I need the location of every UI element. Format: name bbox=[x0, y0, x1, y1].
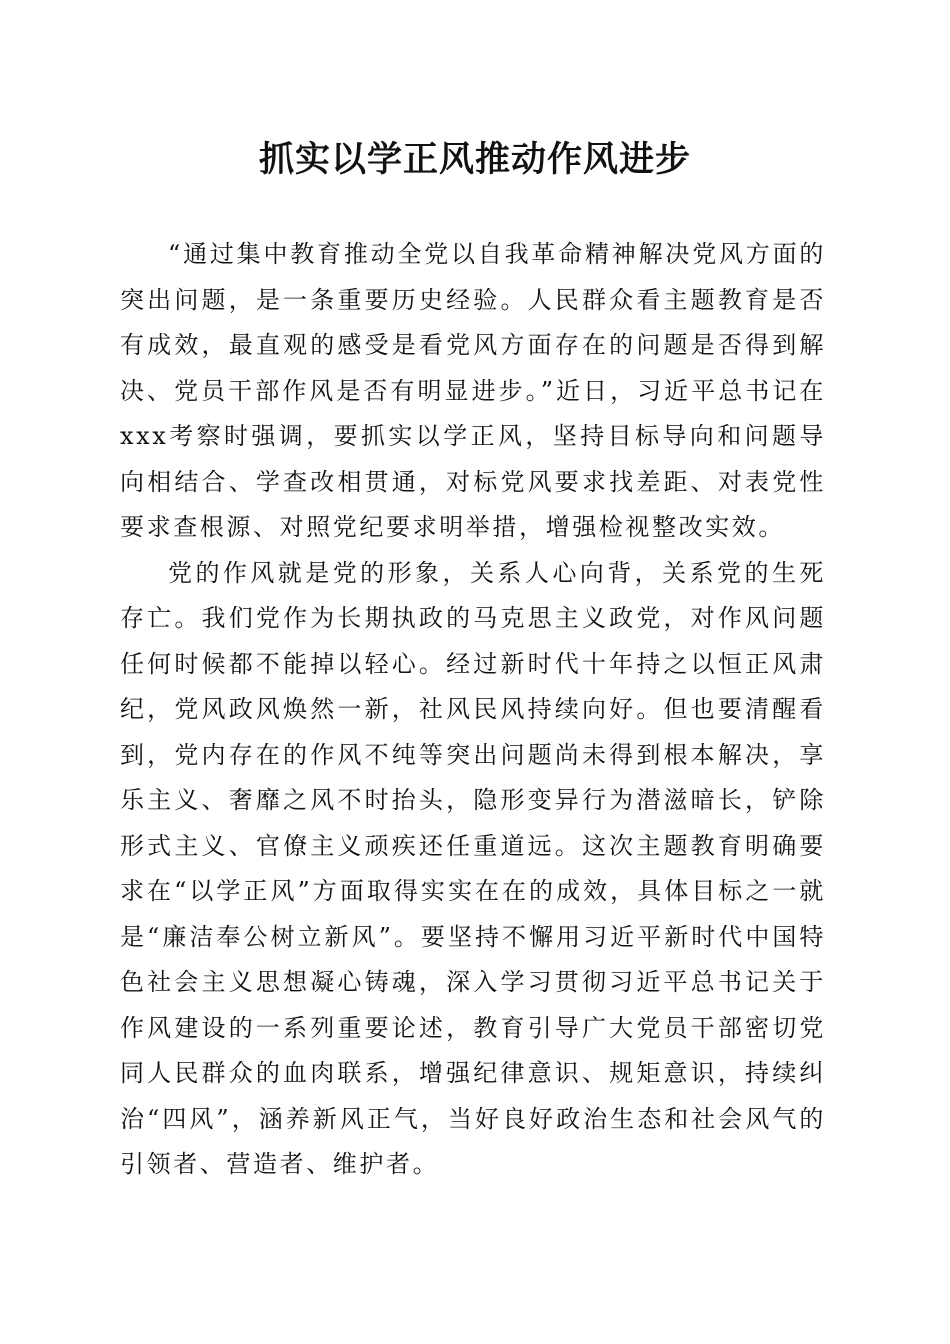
document-title: 抓实以学正风推动作风进步 bbox=[258, 139, 691, 180]
document-body bbox=[120, 232, 826, 1188]
paragraph-2: 党的作风就是党的形象，关系人心向背，关系党的生死存亡。我们党作为长期执政的马克思主义政党，对作风问题任何时候都不能掉以轻心。经过新时代十年持之以恒正风肃纪，党风政风焕然一新，社风民风持续向好。但也要清醒看到，党内存在的作风不纯等突出问题尚未得到根本解决，享乐主义、奢靡之风不时抬头，隐形变异行为潜滋暗长，铲除形式主义、官僚主义顽疾还任重道远。这次主题教育明确要求在“以学正风”方面取得实实在在的成效，具体目标之一就是“廉洁奉公树立新风”。要坚持不懈用习近平新时代中国特色社会主义思想凝心铸魂，深入学习贯彻习近平总书记关于作风建设的一系列重要论述，教育引导广大党员干部密切党同人民群众的血肉联系，增强纪律意识、规矩意识，持续纠治“四风”，涵养新风正气，当好良好政治生态和社会风气的引领者、营造者、维护者。 bbox=[120, 558, 826, 1178]
paragraph-1: “通过集中教育推动全党以自我革命精神解决党风方面的突出问题，是一条重要历史经验。人民群众看主题教育是否有成效，最直观的感受是看党风方面存在的问题是否得到解决、党员干部作风是否有明显进步。”近日，习近平总书记在xxx考察时强调，要抓实以学正风，坚持目标导向和问题导向相结合、学查改相贯通，对标党风要求找差距、对表党性要求查根源、对照党纪要求明举措，增强检视整改实效。 bbox=[120, 240, 826, 541]
